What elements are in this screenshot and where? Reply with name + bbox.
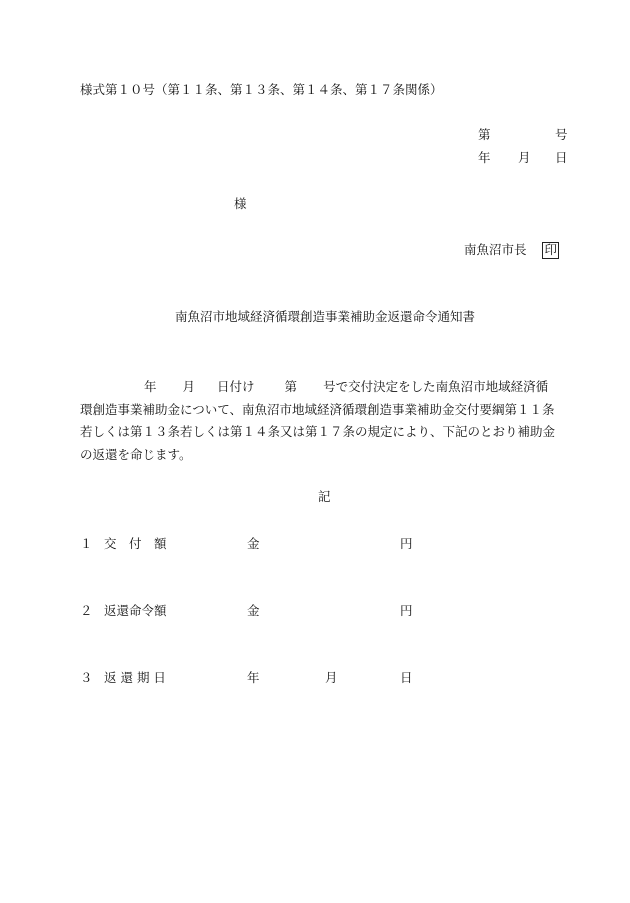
document-title <box>0 311 630 324</box>
item-3-label: 返 還 期 日 <box>104 670 166 685</box>
item-3-col2: 月 <box>325 670 338 685</box>
item-2-number: ２ <box>80 603 93 618</box>
body-line-1-rest: 号で交付決定をした南魚沼市地域経済循 <box>323 379 549 394</box>
date-day: 日 <box>555 150 568 165</box>
doc-number-prefix: 第 <box>478 127 491 142</box>
document-title-text: 南魚沼市地域経済循環創造事業補助金返還命令通知書 <box>174 309 475 324</box>
issuer-block <box>464 242 559 259</box>
body-line-3: 若しくは第１３条若しくは第１４条又は第１７条の規定により、下記のとおり補助金 <box>80 424 556 439</box>
date-month: 月 <box>518 150 531 165</box>
ki-marker: 記 <box>318 489 331 504</box>
item-3-col3: 日 <box>400 670 413 685</box>
item-1-col1: 金 <box>247 536 260 551</box>
item-3-number: ３ <box>80 670 93 685</box>
body-year: 年 <box>144 379 157 394</box>
item-2-col3: 円 <box>400 603 413 618</box>
issuer-name: 南魚沼市長 <box>464 242 527 257</box>
addressee-suffix: 様 <box>234 196 247 211</box>
item-1-number: １ <box>80 536 93 551</box>
date-year: 年 <box>478 150 491 165</box>
body-dated: 日付け <box>217 379 255 394</box>
item-3-col1: 年 <box>247 670 260 685</box>
body-paragraph <box>80 376 580 466</box>
seal-stamp: 印 <box>544 242 557 257</box>
doc-number-suffix: 号 <box>555 127 568 142</box>
item-2-label: 返還命令額 <box>104 603 167 618</box>
body-line-4: の返還を命じます。 <box>80 446 192 462</box>
body-no-prefix: 第 <box>284 379 298 394</box>
item-1-col3: 円 <box>400 536 413 551</box>
item-2-col1: 金 <box>247 603 260 618</box>
body-line-1 <box>80 376 580 399</box>
form-number: 様式第１０号（第１１条、第１３条、第１４条、第１７条関係） <box>80 82 443 97</box>
item-1-label: 交 付 額 <box>104 536 167 551</box>
body-line-2: 環創造事業補助金について、南魚沼市地域経済循環創造事業補助金交付要綱第１１条 <box>80 401 555 417</box>
body-month: 月 <box>182 379 196 394</box>
